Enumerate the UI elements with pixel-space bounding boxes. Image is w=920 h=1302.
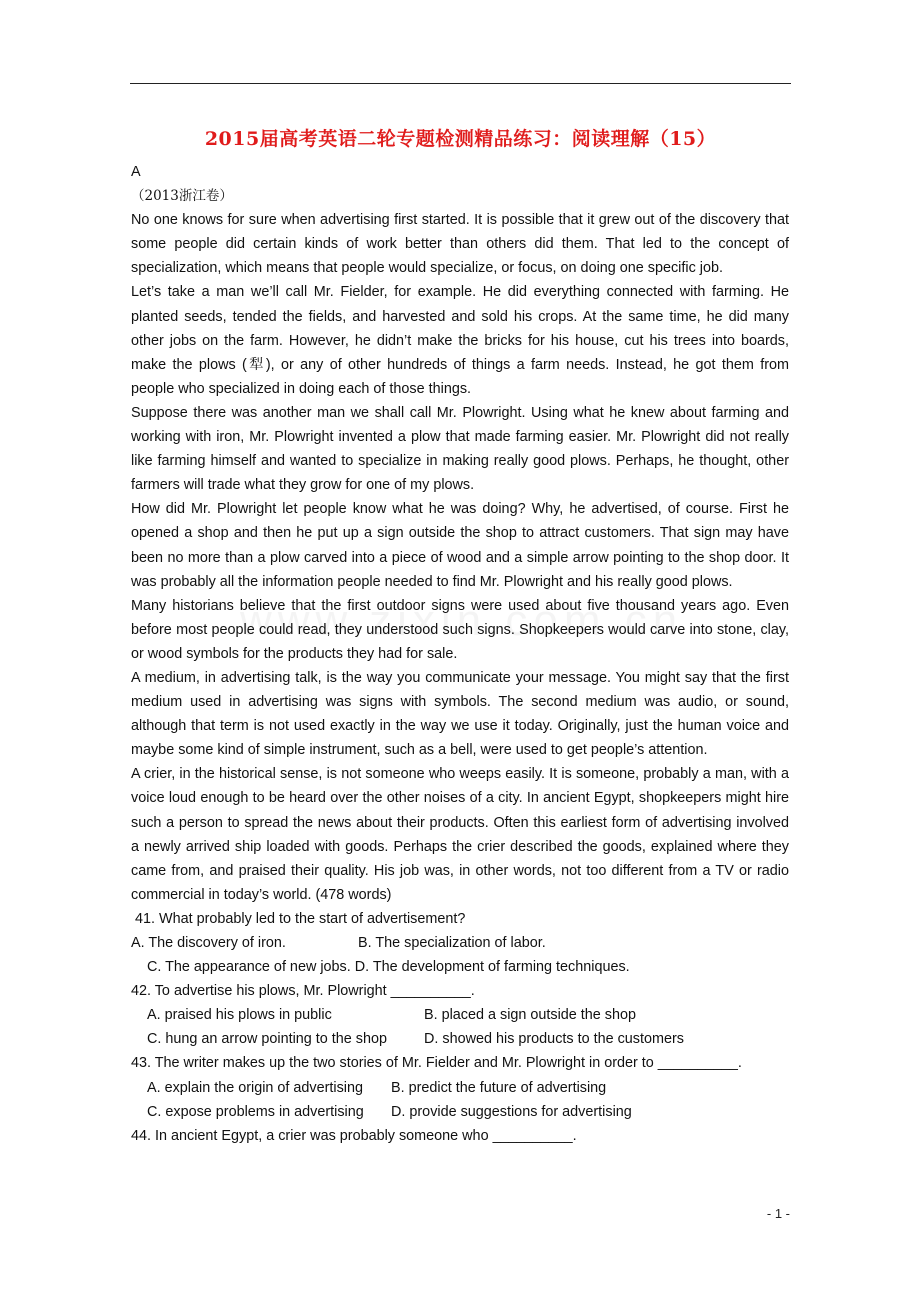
option-d: D. The development of farming techniques. xyxy=(354,959,630,976)
page-number: - 1 - xyxy=(766,1206,790,1221)
document-body xyxy=(131,160,789,1148)
question-options-row xyxy=(131,955,789,979)
paragraph: Suppose there was another man we shall call Mr. Plowright. Using what he knew about farming and working with iron, Mr. Plowright invented a plow that made farming easier. Mr. Plowright did not really like farming himself and wanted to specialize in making really good plows. Perhaps, he thought, other farmers will trade what they grow for one of my plows. xyxy=(131,404,789,494)
page-title: 2015届高考英语二轮专题检测精品练习：阅读理解（15） xyxy=(204,128,717,150)
option-a: A. praised his plows in public xyxy=(147,1007,332,1024)
option-d: D. provide suggestions for advertising xyxy=(391,1103,632,1120)
paragraph: How did Mr. Plowright let people know what he was doing? Why, he advertised, of course. First he opened a shop and then he put up a sign outside the shop to attract customers. That sign may have been no more than a plow carved into a piece of wood and a simple arrow pointing to the shop door. It was probably all the information people needed to find Mr. Plowright and his really good plows. xyxy=(131,501,789,590)
option-b: B. predict the future of advertising xyxy=(391,1079,607,1096)
question-stem: 42. To advertise his plows, Mr. Plowright __________. xyxy=(131,983,475,1000)
option-d: D. showed his products to the customers xyxy=(424,1031,684,1048)
option-c: C. hung an arrow pointing to the shop xyxy=(147,1031,388,1048)
question-options-row xyxy=(131,1003,789,1027)
option-a: A. explain the origin of advertising xyxy=(147,1079,363,1096)
question-stem: 44. In ancient Egypt, a crier was probably someone who __________. xyxy=(131,1127,577,1144)
question-stem: 41. What probably led to the start of advertisement? xyxy=(135,910,466,927)
option-c: C. expose problems in advertising xyxy=(147,1103,364,1120)
question-options-row xyxy=(131,1027,789,1051)
paragraph: Let’s take a man we’ll call Mr. Fielder, for example. He did everything connected with farming. He planted seeds, tended the fields, and harvested and sold his crops. At the same time, he did many other jobs on the farm. However, he didn’t make the bricks for his house, cut his trees into boards, make the plows (犁), or any of other hundreds of things a farm needs. Instead, he got them from people who specialized in doing each of those things. xyxy=(131,284,789,397)
paragraph: Many historians believe that the first outdoor signs were used about five thousand years ago. Even before most people could read, they understood such signs. Shopkeepers would carve into stone, clay, or wood symbols for the products they had for sale. xyxy=(131,597,789,662)
option-b: B. The specialization of labor. xyxy=(358,935,546,951)
question-options-row xyxy=(131,1076,789,1100)
source-label: （2013浙江卷） xyxy=(131,188,233,205)
option-a: A. The discovery of iron. xyxy=(131,935,286,951)
paragraph: A crier, in the historical sense, is not someone who weeps easily. It is someone, probably a man, with a voice loud enough to be heard over the other noises of a city. In ancient Egypt, shopkeepers might hire such a person to spread the news about their products. Often this earliest form of advertising involved a newly arrived ship loaded with goods. Perhaps the crier described the goods, explained where they came from, and praised their quality. His job was, in other words, not too different from a TV or radio commercial in today’s world. (478 words) xyxy=(131,766,789,903)
question-options-row xyxy=(131,931,789,955)
question-stem: 43. The writer makes up the two stories of Mr. Fielder and Mr. Plowright in order to __________. xyxy=(131,1055,742,1072)
option-c: C. The appearance of new jobs. xyxy=(147,959,351,976)
paragraph: No one knows for sure when advertising first started. It is possible that it grew out of the discovery that some people did certain kinds of work better than others did them. That led to the concept of specialization, which means that people would specialize, or focus, on doing one specific job. xyxy=(131,212,789,277)
section-label: A xyxy=(131,164,141,180)
header-rule xyxy=(130,83,791,84)
question-options-row xyxy=(131,1100,789,1124)
paragraph: A medium, in advertising talk, is the way you communicate your message. You might say that the first medium used in advertising was signs with symbols. The second medium was audio, or sound, although that term is not used exactly in the way we use it today. Originally, just the human voice and maybe some kind of simple instrument, such as a bell, were used to get people’s attention. xyxy=(131,669,789,759)
option-b: B. placed a sign outside the shop xyxy=(424,1007,637,1024)
